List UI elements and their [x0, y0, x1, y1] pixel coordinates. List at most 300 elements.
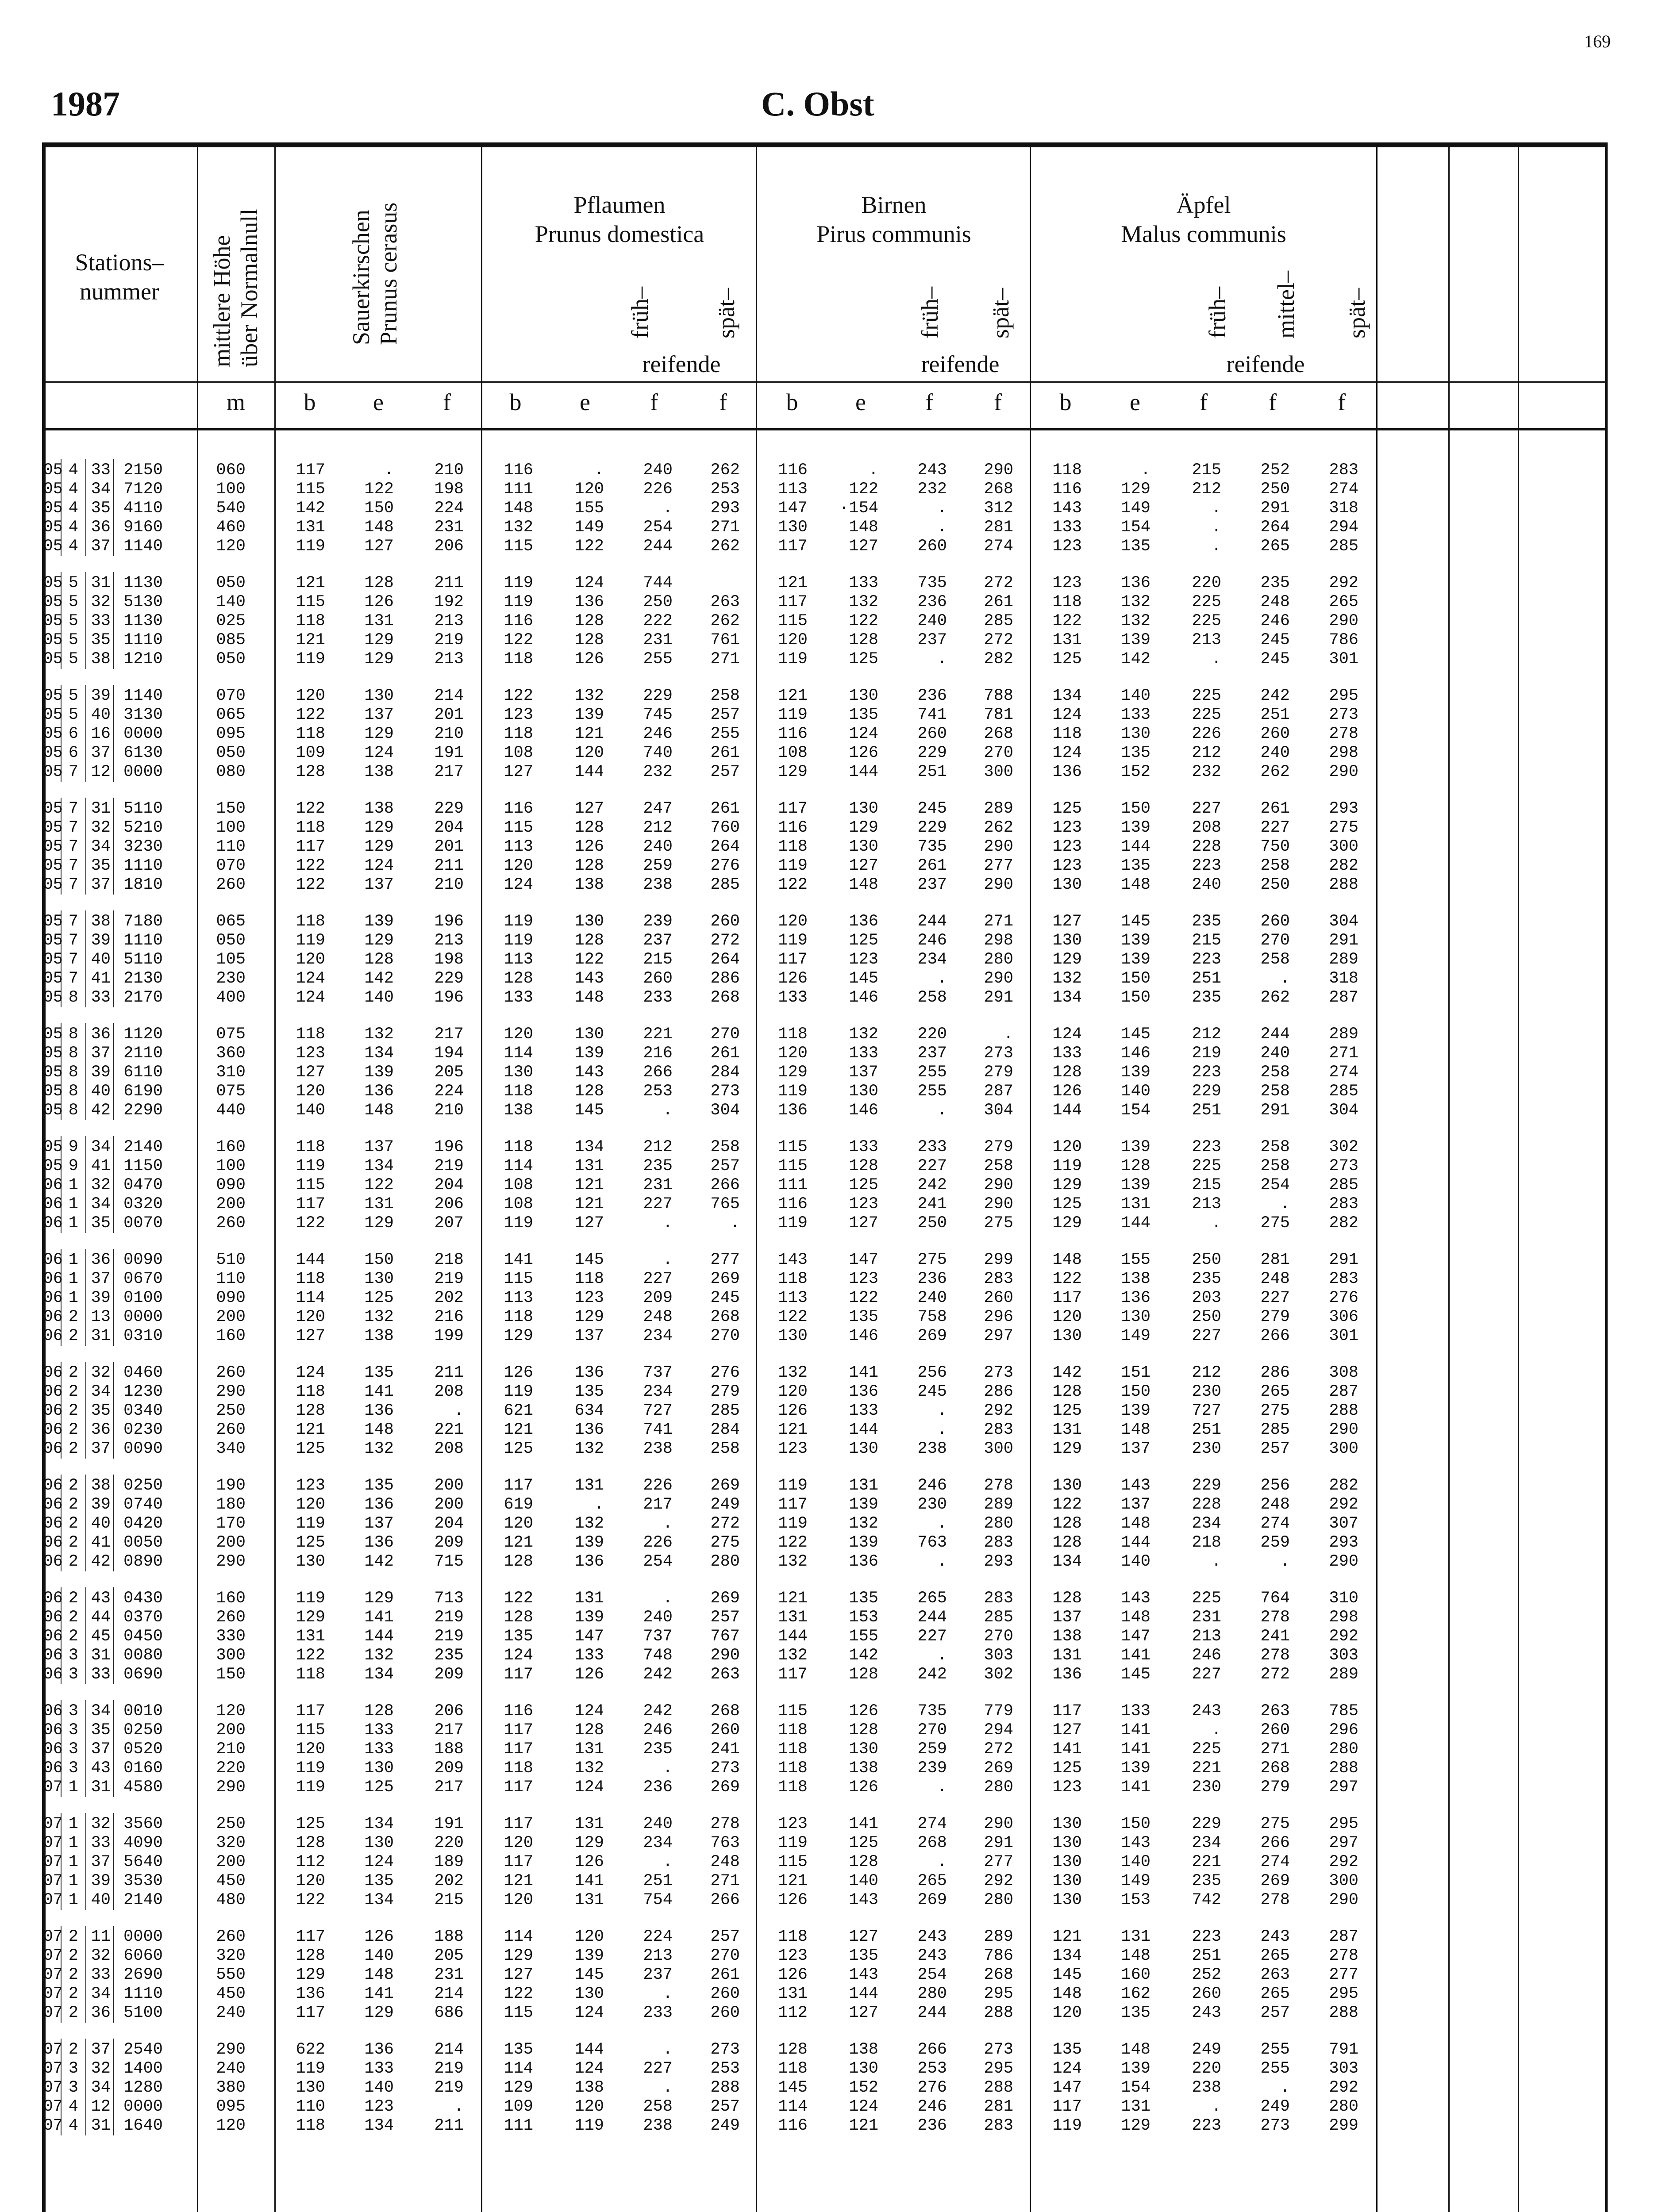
station-digit-rule	[113, 1136, 114, 1233]
table-cell: 238	[643, 876, 673, 894]
table-cell: 132	[849, 593, 878, 611]
table-cell: 132	[778, 1363, 808, 1382]
table-cell: 117	[504, 1853, 533, 1871]
table-cell: 480	[216, 1891, 246, 1909]
table-cell: 246	[917, 2097, 947, 2116]
table-cell: 135	[504, 1627, 533, 1646]
table-cell: 286	[984, 1382, 1013, 1401]
table-cell: 142	[364, 1552, 394, 1571]
table-cell: 109	[296, 744, 325, 762]
table-cell: 1	[68, 1891, 78, 1909]
table-cell: 256	[917, 1363, 947, 1382]
table-cell: 37	[91, 1044, 111, 1063]
table-cell: 129	[364, 631, 394, 649]
table-cell: 265	[1260, 1985, 1290, 2003]
table-cell: 128	[296, 1834, 325, 1852]
table-cell: 273	[984, 1363, 1013, 1382]
table-cell: 110	[296, 2097, 325, 2116]
table-cell: 241	[1260, 1627, 1290, 1646]
table-cell: 124	[574, 574, 604, 592]
table-cell: 070	[216, 687, 246, 705]
table-cell: 134	[1052, 988, 1082, 1007]
plum-header: Pflaumen Prunus domestica	[535, 192, 704, 247]
table-cell: 380	[216, 2078, 246, 2097]
table-cell: 2	[68, 1608, 78, 1627]
table-cell: 2	[68, 1627, 78, 1646]
table-cell: 06	[43, 1440, 63, 1458]
table-cell: 144	[296, 1251, 325, 1269]
table-cell: 130	[296, 2078, 325, 2097]
table-cell: 219	[434, 1270, 464, 1288]
table-cell: 130	[364, 1834, 394, 1852]
table-cell: 126	[574, 650, 604, 668]
table-cell: 248	[1260, 1495, 1290, 1514]
table-cell: 131	[296, 1627, 325, 1646]
table-cell: 065	[216, 706, 246, 724]
table-cell: 5	[68, 574, 78, 592]
table-cell: 119	[778, 706, 808, 724]
table-cell: 240	[1192, 876, 1221, 894]
table-cell: 5	[68, 631, 78, 649]
table-cell: 148	[1121, 1421, 1151, 1439]
table-cell: 265	[1260, 1382, 1290, 1401]
table-cell: 154	[1121, 1101, 1151, 1120]
table-cell: 3	[68, 1665, 78, 1684]
table-cell: 224	[434, 499, 464, 518]
table-cell: .	[1211, 537, 1221, 556]
station-digit-rule	[113, 1813, 114, 1910]
table-cell: 123	[1052, 856, 1082, 875]
table-cell: 200	[216, 1533, 246, 1552]
plum-early-label: früh–	[627, 287, 653, 338]
table-cell: 287	[1329, 988, 1358, 1007]
table-cell: 05	[43, 1157, 63, 1175]
table-cell: .	[937, 1646, 947, 1665]
table-cell: 119	[504, 931, 533, 950]
sub-e: e	[373, 389, 384, 415]
station-digit-rule	[113, 459, 114, 556]
table-cell: 128	[574, 631, 604, 649]
table-cell: 128	[504, 1552, 533, 1571]
table-cell: 122	[1052, 1495, 1082, 1514]
table-cell: 2	[68, 1495, 78, 1514]
table-cell: 763	[917, 1533, 947, 1552]
table-cell: 32	[91, 1363, 111, 1382]
table-cell: 259	[643, 856, 673, 875]
table-cell: 110	[216, 837, 246, 856]
table-cell: 283	[1329, 1270, 1358, 1288]
station-digit-rule	[113, 1249, 114, 1346]
table-cell: 143	[574, 1063, 604, 1082]
table-cell: 05	[43, 706, 63, 724]
table-cell: 265	[1329, 593, 1358, 611]
table-cell: 025	[216, 612, 246, 630]
table-cell: 138	[849, 2040, 878, 2059]
table-cell: 144	[1121, 1533, 1151, 1552]
table-cell: 144	[1121, 1214, 1151, 1233]
table-cell: 05	[43, 631, 63, 649]
header-bottom-rule	[42, 428, 1606, 430]
table-cell: 40	[91, 1082, 111, 1101]
table-cell: 129	[1052, 1214, 1082, 1233]
table-cell: 115	[778, 1853, 808, 1871]
table-cell: 130	[1052, 1476, 1082, 1495]
table-cell: 118	[504, 1138, 533, 1156]
table-cell: 264	[1260, 518, 1290, 537]
table-cell: 265	[917, 1589, 947, 1608]
table-cell: 131	[574, 1157, 604, 1175]
table-cell: 118	[296, 2116, 325, 2135]
table-cell: 273	[710, 1082, 740, 1101]
table-cell: 231	[434, 518, 464, 537]
table-cell: 128	[296, 763, 325, 781]
table-cell: 735	[917, 1702, 947, 1720]
table-cell: 274	[984, 537, 1013, 556]
table-cell: 05	[43, 931, 63, 950]
table-cell: 209	[434, 1759, 464, 1778]
table-cell: 06	[43, 1327, 63, 1345]
table-cell: 06	[43, 1702, 63, 1720]
table-cell: 253	[710, 480, 740, 499]
table-cell: 122	[778, 1533, 808, 1552]
table-cell: 130	[574, 912, 604, 931]
table-cell: 210	[434, 725, 464, 743]
table-cell: .	[937, 650, 947, 668]
table-cell: 39	[91, 687, 111, 705]
table-cell: 123	[1052, 818, 1082, 837]
table-cell: 262	[710, 537, 740, 556]
table-cell: 122	[296, 1891, 325, 1909]
table-cell: 223	[1192, 1063, 1221, 1082]
table-cell: 291	[984, 988, 1013, 1007]
table-cell: 139	[574, 1608, 604, 1627]
table-cell: 715	[434, 1552, 464, 1571]
table-cell: 244	[917, 1608, 947, 1627]
table-cell: 272	[984, 574, 1013, 592]
plum-ripening-label: reifende	[642, 351, 721, 377]
table-cell: 133	[778, 988, 808, 1007]
table-cell: 112	[296, 1853, 325, 1871]
table-cell: 214	[434, 2040, 464, 2059]
table-cell: 36	[91, 2004, 111, 2022]
table-cell: 148	[1121, 1608, 1151, 1627]
table-cell: 118	[296, 1025, 325, 1044]
table-cell: 05	[43, 1138, 63, 1156]
table-cell: 261	[917, 856, 947, 875]
table-cell: 246	[917, 1476, 947, 1495]
table-cell: 122	[296, 1646, 325, 1665]
table-cell: 135	[849, 1589, 878, 1608]
table-cell: 7	[68, 876, 78, 894]
table-cell: 727	[1192, 1402, 1221, 1420]
table-cell: 2	[68, 1985, 78, 2003]
table-cell: 5	[68, 612, 78, 630]
table-cell: 132	[778, 1646, 808, 1665]
table-cell: 212	[643, 818, 673, 837]
table-cell: 125	[364, 1778, 394, 1797]
table-cell: 0450	[123, 1627, 163, 1646]
table-cell: 146	[1121, 1044, 1151, 1063]
table-cell: 219	[434, 1608, 464, 1627]
table-cell: 147	[1052, 2078, 1082, 2097]
table-cell: 33	[91, 461, 111, 480]
table-cell: 126	[778, 1891, 808, 1909]
table-cell: 138	[849, 1759, 878, 1778]
table-cell: 243	[1192, 1702, 1221, 1720]
table-cell: 277	[710, 1251, 740, 1269]
table-cell: 119	[296, 1759, 325, 1778]
table-cell: 232	[643, 763, 673, 781]
table-cell: 117	[504, 1815, 533, 1833]
sub-f: f	[650, 389, 658, 415]
column-rule	[1448, 142, 1450, 2212]
table-cell: 06	[43, 1740, 63, 1759]
table-cell: 2130	[123, 969, 163, 988]
table-cell: 137	[574, 1327, 604, 1345]
table-cell: 124	[1052, 2059, 1082, 2078]
table-cell: 05	[43, 1101, 63, 1120]
table-cell: 146	[849, 1327, 878, 1345]
table-cell: 143	[849, 1966, 878, 1984]
table-cell: 257	[710, 1608, 740, 1627]
table-cell: 245	[710, 1289, 740, 1307]
table-cell: .	[937, 499, 947, 518]
table-cell: 119	[296, 1514, 325, 1533]
table-cell: 145	[574, 1101, 604, 1120]
table-cell: 124	[296, 1363, 325, 1382]
table-cell: 32	[91, 2059, 111, 2078]
table-cell: 142	[1052, 1363, 1082, 1382]
table-cell: 120	[504, 1891, 533, 1909]
table-cell: 225	[1192, 612, 1221, 630]
table-cell: 237	[643, 1966, 673, 1984]
table-cell: 145	[1121, 1665, 1151, 1684]
table-cell: 293	[1329, 799, 1358, 818]
table-cell: 121	[574, 725, 604, 743]
table-cell: 246	[643, 1721, 673, 1740]
table-cell: 252	[1260, 461, 1290, 480]
table-cell: 129	[778, 763, 808, 781]
table-cell: 120	[504, 1514, 533, 1533]
table-cell: 40	[91, 1514, 111, 1533]
table-cell: 295	[1329, 1815, 1358, 1833]
station-digit-rule	[113, 1023, 114, 1120]
station-digit-rule	[113, 685, 114, 782]
table-cell: 1280	[123, 2078, 163, 2097]
table-cell: 7120	[123, 480, 163, 499]
station-header: Stations– nummer	[75, 249, 164, 305]
table-cell: 228	[1192, 1495, 1221, 1514]
table-cell: 111	[504, 2116, 533, 2135]
table-cell: 148	[364, 1966, 394, 1984]
table-cell: 116	[1052, 480, 1082, 499]
table-cell: 118	[778, 837, 808, 856]
table-cell: 127	[504, 1966, 533, 1984]
table-cell: 139	[1121, 1063, 1151, 1082]
table-cell: 0320	[123, 1195, 163, 1214]
table-cell: 133	[364, 2059, 394, 2078]
table-cell: 240	[643, 1608, 673, 1627]
table-cell: 130	[1052, 1815, 1082, 1833]
table-cell: 41	[91, 1533, 111, 1552]
table-cell: 119	[574, 2116, 604, 2135]
sub-e: e	[855, 389, 866, 415]
table-cell: 211	[434, 856, 464, 875]
table-cell: 07	[43, 1947, 63, 1965]
table-cell: 550	[216, 1966, 246, 1984]
table-cell: 140	[364, 2078, 394, 2097]
table-cell: 289	[1329, 950, 1358, 969]
table-cell: 126	[849, 744, 878, 762]
table-cell: 128	[1052, 1382, 1082, 1401]
table-cell: 37	[91, 2040, 111, 2059]
table-cell: 208	[434, 1382, 464, 1401]
table-cell: 0070	[123, 1214, 163, 1233]
table-cell: 271	[1260, 1740, 1290, 1759]
table-cell: 32	[91, 818, 111, 837]
table-cell: 130	[1052, 1327, 1082, 1345]
table-cell: 121	[296, 1421, 325, 1439]
table-cell: 246	[1192, 1646, 1221, 1665]
table-cell: 251	[1192, 1947, 1221, 1965]
table-cell: 229	[917, 818, 947, 837]
table-cell: 223	[1192, 2116, 1221, 2135]
table-cell: 248	[710, 1853, 740, 1871]
table-cell: 226	[643, 1533, 673, 1552]
table-cell: 304	[984, 1101, 1013, 1120]
table-cell: 05	[43, 725, 63, 743]
table-cell: 141	[1121, 1740, 1151, 1759]
table-cell: 34	[91, 1702, 111, 1720]
table-cell: 273	[984, 2040, 1013, 2059]
table-cell: 274	[917, 1815, 947, 1833]
table-cell: 144	[849, 763, 878, 781]
table-cell: 06	[43, 1646, 63, 1665]
table-cell: 260	[710, 1721, 740, 1740]
station-digit-rule	[113, 2039, 114, 2135]
table-cell: 129	[364, 931, 394, 950]
table-cell: 125	[1052, 1195, 1082, 1214]
table-cell: 127	[574, 1214, 604, 1233]
table-cell: 135	[1121, 537, 1151, 556]
table-cell: 785	[1329, 1702, 1358, 1720]
table-cell: 223	[1192, 856, 1221, 875]
table-cell: 634	[574, 1402, 604, 1420]
table-cell: 275	[1260, 1214, 1290, 1233]
table-cell: 245	[917, 799, 947, 818]
station-digit-rule	[85, 1813, 86, 1910]
table-cell: 279	[710, 1382, 740, 1401]
table-cell: 7	[68, 799, 78, 818]
table-cell: 260	[1192, 1985, 1221, 2003]
table-cell: 119	[778, 1834, 808, 1852]
table-cell: 280	[710, 1552, 740, 1571]
table-cell: 3	[68, 1721, 78, 1740]
table-cell: 231	[434, 1966, 464, 1984]
table-cell: 285	[984, 612, 1013, 630]
table-cell: 131	[364, 612, 394, 630]
station-digit-rule	[85, 1587, 86, 1684]
table-cell: .	[1280, 969, 1290, 988]
table-cell: 258	[1260, 1063, 1290, 1082]
table-cell: 269	[710, 1778, 740, 1797]
table-cell: 8	[68, 988, 78, 1007]
table-cell: 118	[504, 1759, 533, 1778]
table-cell: 114	[778, 2097, 808, 2116]
table-cell: 761	[710, 631, 740, 649]
table-cell: 245	[1260, 631, 1290, 649]
table-cell: 120	[504, 1834, 533, 1852]
table-cell: 279	[984, 1063, 1013, 1082]
table-cell: 136	[364, 1495, 394, 1514]
table-cell: 119	[296, 650, 325, 668]
table-cell: 251	[1192, 1421, 1221, 1439]
table-cell: 142	[296, 499, 325, 518]
table-cell: 148	[1121, 876, 1151, 894]
table-cell: 735	[917, 837, 947, 856]
table-cell: 5	[68, 593, 78, 611]
table-cell: 239	[917, 1759, 947, 1778]
table-cell: 05	[43, 1044, 63, 1063]
table-cell: .	[937, 518, 947, 537]
pear-header: Birnen Pirus communis	[816, 192, 971, 247]
table-cell: 06	[43, 1270, 63, 1288]
table-cell: 295	[1329, 687, 1358, 705]
table-cell: 141	[504, 1251, 533, 1269]
table-cell: 258	[1260, 950, 1290, 969]
table-cell: 275	[1260, 1815, 1290, 1833]
table-cell: 4	[68, 499, 78, 518]
station-digit-rule	[85, 1023, 86, 1120]
table-cell: 227	[1260, 1289, 1290, 1307]
table-cell: 127	[849, 1928, 878, 1946]
table-cell: 134	[364, 1665, 394, 1684]
table-cell: 2	[68, 1402, 78, 1420]
table-cell: 713	[434, 1589, 464, 1608]
table-cell: 6130	[123, 744, 163, 762]
table-cell: 105	[216, 950, 246, 969]
table-cell: 204	[434, 1514, 464, 1533]
table-cell: 118	[296, 1270, 325, 1288]
table-cell: 204	[434, 818, 464, 837]
table-cell: 8	[68, 1082, 78, 1101]
table-cell: 283	[984, 1421, 1013, 1439]
table-cell: 188	[434, 1928, 464, 1946]
table-cell: 131	[364, 1195, 394, 1214]
table-cell: 2540	[123, 2040, 163, 2059]
table-cell: 131	[574, 1589, 604, 1608]
table-cell: 35	[91, 1214, 111, 1233]
table-cell: 510	[216, 1251, 246, 1269]
table-cell: 113	[778, 480, 808, 499]
table-cell: 220	[917, 1025, 947, 1044]
table-cell: 6	[68, 725, 78, 743]
table-cell: 269	[917, 1891, 947, 1909]
table-cell: 330	[216, 1627, 246, 1646]
table-cell: 132	[778, 1552, 808, 1571]
table-cell: 1400	[123, 2059, 163, 2078]
table-cell: 125	[849, 1834, 878, 1852]
table-cell: 115	[778, 612, 808, 630]
table-cell: 2	[68, 1947, 78, 1965]
table-cell: 285	[1329, 1082, 1358, 1101]
table-cell: 258	[710, 1440, 740, 1458]
table-cell: 254	[1260, 1176, 1290, 1194]
table-cell: 251	[643, 1872, 673, 1890]
table-cell: 273	[710, 1759, 740, 1778]
table-cell: 135	[849, 706, 878, 724]
table-cell: 120	[296, 1740, 325, 1759]
